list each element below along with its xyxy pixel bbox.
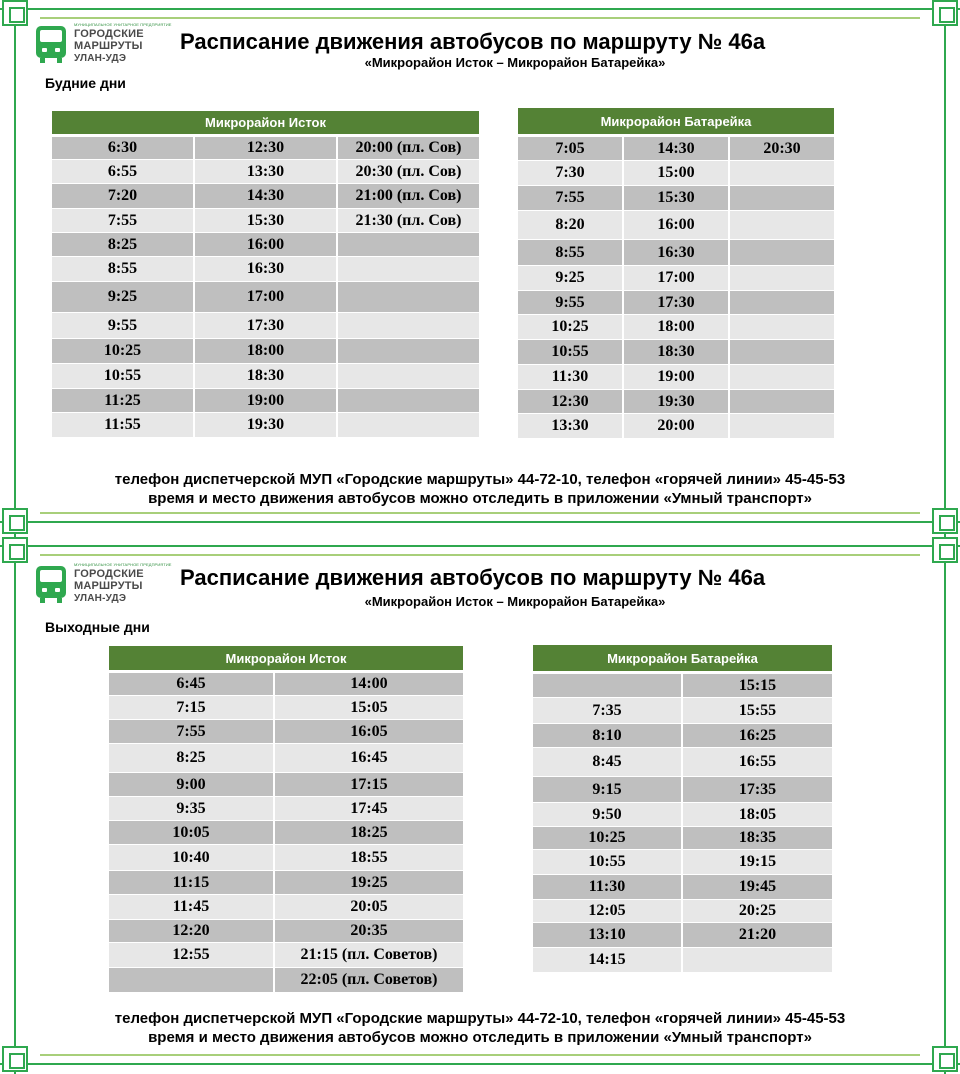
- bus-icon: [34, 24, 68, 64]
- app-notice: время и место движения автобусов можно отследить в приложении «Умный транспорт»: [148, 490, 812, 507]
- frame-corner: [2, 508, 28, 534]
- logo-text: МАРШРУТЫ: [74, 580, 143, 592]
- departure-time: 12:20: [109, 920, 273, 942]
- departure-time: 7:35: [533, 698, 681, 723]
- departure-time: 12:30: [518, 390, 622, 413]
- departure-time: [730, 266, 834, 290]
- departure-time: 10:55: [518, 340, 622, 364]
- departure-time: 18:00: [624, 315, 728, 339]
- departure-time: 16:30: [624, 240, 728, 265]
- departure-time: [730, 340, 834, 364]
- day-type-label: Выходные дни: [45, 619, 150, 635]
- departure-time: 10:25: [533, 827, 681, 849]
- logo-text: МАРШРУТЫ: [74, 40, 143, 52]
- departure-time: [730, 315, 834, 339]
- departure-time: 19:00: [624, 365, 728, 389]
- departure-time: 10:40: [109, 845, 273, 870]
- departure-time: 9:50: [533, 803, 681, 826]
- departure-time: 16:00: [624, 211, 728, 239]
- table-header: Микрорайон Исток: [109, 646, 463, 670]
- logo-text: ГОРОДСКИЕ: [74, 568, 144, 580]
- departure-time: 21:30 (пл. Сов): [338, 209, 479, 232]
- frame-line: [40, 512, 920, 514]
- departure-time: [109, 968, 273, 992]
- page-title: Расписание движения автобусов по маршруту № 46а: [180, 29, 766, 54]
- frame-corner: [932, 1046, 958, 1072]
- frame-line: [0, 1063, 960, 1065]
- departure-time: 15:55: [683, 698, 832, 723]
- departure-time: [338, 364, 479, 388]
- departure-time: 11:55: [52, 413, 193, 437]
- departure-time: [730, 365, 834, 389]
- logo-text: ГОРОДСКИЕ: [74, 28, 144, 40]
- departure-time: 8:45: [533, 748, 681, 776]
- frame-corner: [932, 0, 958, 26]
- departure-time: [338, 389, 479, 412]
- frame-line: [944, 0, 946, 537]
- table-header: Микрорайон Батарейка: [518, 108, 834, 134]
- departure-time: 18:55: [275, 845, 463, 870]
- departure-time: 17:00: [624, 266, 728, 290]
- departure-time: 20:00 (пл. Сов): [338, 137, 479, 159]
- departure-time: [730, 390, 834, 413]
- departure-time: 7:20: [52, 184, 193, 208]
- departure-time: 19:15: [683, 850, 832, 874]
- table-header: Микрорайон Исток: [52, 111, 479, 134]
- departure-time: 8:10: [533, 724, 681, 747]
- departure-time: 19:25: [275, 871, 463, 894]
- departure-time: 12:30: [195, 137, 336, 159]
- departure-time: 17:00: [195, 282, 336, 312]
- departure-time: [338, 413, 479, 437]
- departure-time: 10:55: [52, 364, 193, 388]
- departure-time: 11:45: [109, 895, 273, 919]
- departure-time: 21:15 (пл. Советов): [275, 943, 463, 967]
- departure-time: 13:10: [533, 923, 681, 947]
- departure-time: [338, 257, 479, 281]
- departure-time: 8:55: [52, 257, 193, 281]
- logo-text: УЛАН-УДЭ: [74, 53, 127, 64]
- departure-time: [338, 313, 479, 338]
- departure-time: [338, 282, 479, 312]
- departure-time: 15:15: [683, 674, 832, 697]
- departure-time: [730, 414, 834, 438]
- departure-time: 12:55: [109, 943, 273, 967]
- departure-time: 16:00: [195, 233, 336, 256]
- departure-time: 20:05: [275, 895, 463, 919]
- departure-time: 18:30: [624, 340, 728, 364]
- departure-time: 7:55: [518, 186, 622, 210]
- departure-time: 20:30 (пл. Сов): [338, 160, 479, 183]
- departure-time: 16:30: [195, 257, 336, 281]
- departure-time: [730, 291, 834, 314]
- departure-time: 11:30: [518, 365, 622, 389]
- day-type-label: Будние дни: [45, 75, 126, 91]
- frame-line: [944, 537, 946, 1074]
- departure-time: 8:25: [52, 233, 193, 256]
- frame-line: [14, 537, 16, 1074]
- logo-tagline: МУНИЦИПАЛЬНОЕ УНИТАРНОЕ ПРЕДПРИЯТИЕ: [74, 22, 172, 27]
- departure-time: 20:30: [730, 137, 834, 160]
- departure-time: 17:15: [275, 773, 463, 796]
- departure-time: 22:05 (пл. Советов): [275, 968, 463, 992]
- departure-time: 6:55: [52, 160, 193, 183]
- frame-line: [40, 554, 920, 556]
- departure-time: 7:05: [518, 137, 622, 160]
- departure-time: 7:15: [109, 696, 273, 719]
- departure-time: 17:30: [624, 291, 728, 314]
- departure-time: 19:30: [195, 413, 336, 437]
- departure-time: 15:30: [195, 209, 336, 232]
- departure-time: 8:20: [518, 211, 622, 239]
- weekend-schedule-panel: [0, 537, 960, 1074]
- departure-time: 9:15: [533, 777, 681, 802]
- contact-phones: телефон диспетчерской МУП «Городские маршруты» 44-72-10, телефон «горячей линии» 45-45-53: [114, 1010, 846, 1027]
- frame-corner: [2, 537, 28, 563]
- departure-time: [533, 674, 681, 697]
- frame-corner: [932, 508, 958, 534]
- route-subtitle: «Микрорайон Исток – Микрорайон Батарейка»: [364, 594, 666, 609]
- frame-corner: [2, 0, 28, 26]
- departure-time: 15:05: [275, 696, 463, 719]
- departure-time: 11:30: [533, 875, 681, 899]
- departure-time: 6:30: [52, 137, 193, 159]
- departure-time: 16:05: [275, 720, 463, 743]
- frame-line: [0, 545, 960, 547]
- departure-time: 10:25: [52, 339, 193, 363]
- departure-time: 15:30: [624, 186, 728, 210]
- departure-time: 8:25: [109, 744, 273, 772]
- frame-line: [0, 521, 960, 523]
- departure-time: 7:55: [52, 209, 193, 232]
- departure-time: 10:55: [533, 850, 681, 874]
- departure-time: 21:20: [683, 923, 832, 947]
- departure-time: [338, 339, 479, 363]
- departure-time: [683, 948, 832, 972]
- departure-time: 18:35: [683, 827, 832, 849]
- departure-time: 9:55: [52, 313, 193, 338]
- departure-time: [730, 240, 834, 265]
- departure-time: 8:55: [518, 240, 622, 265]
- logo-text: УЛАН-УДЭ: [74, 593, 127, 604]
- departure-time: 14:00: [275, 673, 463, 695]
- departure-time: 10:05: [109, 821, 273, 844]
- departure-time: 7:30: [518, 161, 622, 185]
- app-notice: время и место движения автобусов можно отследить в приложении «Умный транспорт»: [148, 1029, 812, 1046]
- departure-time: 20:35: [275, 920, 463, 942]
- logo-tagline: МУНИЦИПАЛЬНОЕ УНИТАРНОЕ ПРЕДПРИЯТИЕ: [74, 562, 172, 567]
- departure-time: 13:30: [195, 160, 336, 183]
- table-header: Микрорайон Батарейка: [533, 645, 832, 671]
- departure-time: 18:05: [683, 803, 832, 826]
- departure-time: 19:30: [624, 390, 728, 413]
- departure-time: 16:55: [683, 748, 832, 776]
- departure-time: 9:25: [518, 266, 622, 290]
- company-logo: [34, 562, 172, 614]
- departure-time: 11:25: [52, 389, 193, 412]
- frame-line: [0, 8, 960, 10]
- departure-time: 14:15: [533, 948, 681, 972]
- departure-time: 15:00: [624, 161, 728, 185]
- departure-time: 19:45: [683, 875, 832, 899]
- departure-time: [338, 233, 479, 256]
- departure-time: 9:25: [52, 282, 193, 312]
- bus-icon: [34, 564, 68, 604]
- route-subtitle: «Микрорайон Исток – Микрорайон Батарейка»: [364, 55, 666, 70]
- departure-time: [730, 161, 834, 185]
- departure-time: 17:45: [275, 797, 463, 820]
- departure-time: 14:30: [195, 184, 336, 208]
- departure-time: 13:30: [518, 414, 622, 438]
- departure-time: 7:55: [109, 720, 273, 743]
- departure-time: 16:25: [683, 724, 832, 747]
- departure-time: 20:00: [624, 414, 728, 438]
- frame-corner: [2, 1046, 28, 1072]
- departure-time: 14:30: [624, 137, 728, 160]
- departure-time: 9:35: [109, 797, 273, 820]
- departure-time: [730, 186, 834, 210]
- departure-time: 6:45: [109, 673, 273, 695]
- departure-time: 16:45: [275, 744, 463, 772]
- page-title: Расписание движения автобусов по маршруту № 46а: [180, 565, 766, 590]
- frame-line: [40, 1054, 920, 1056]
- departure-time: 17:30: [195, 313, 336, 338]
- frame-line: [14, 0, 16, 537]
- frame-line: [40, 17, 920, 19]
- departure-time: 11:15: [109, 871, 273, 894]
- company-logo: [34, 22, 172, 74]
- departure-time: 9:00: [109, 773, 273, 796]
- departure-time: 21:00 (пл. Сов): [338, 184, 479, 208]
- departure-time: 12:05: [533, 900, 681, 922]
- departure-time: [730, 211, 834, 239]
- frame-corner: [932, 537, 958, 563]
- departure-time: 10:25: [518, 315, 622, 339]
- departure-time: 18:25: [275, 821, 463, 844]
- departure-time: 18:00: [195, 339, 336, 363]
- departure-time: 18:30: [195, 364, 336, 388]
- departure-time: 20:25: [683, 900, 832, 922]
- departure-time: 9:55: [518, 291, 622, 314]
- contact-phones: телефон диспетчерской МУП «Городские маршруты» 44-72-10, телефон «горячей линии» 45-45-53: [114, 471, 846, 488]
- departure-time: 19:00: [195, 389, 336, 412]
- departure-time: 17:35: [683, 777, 832, 802]
